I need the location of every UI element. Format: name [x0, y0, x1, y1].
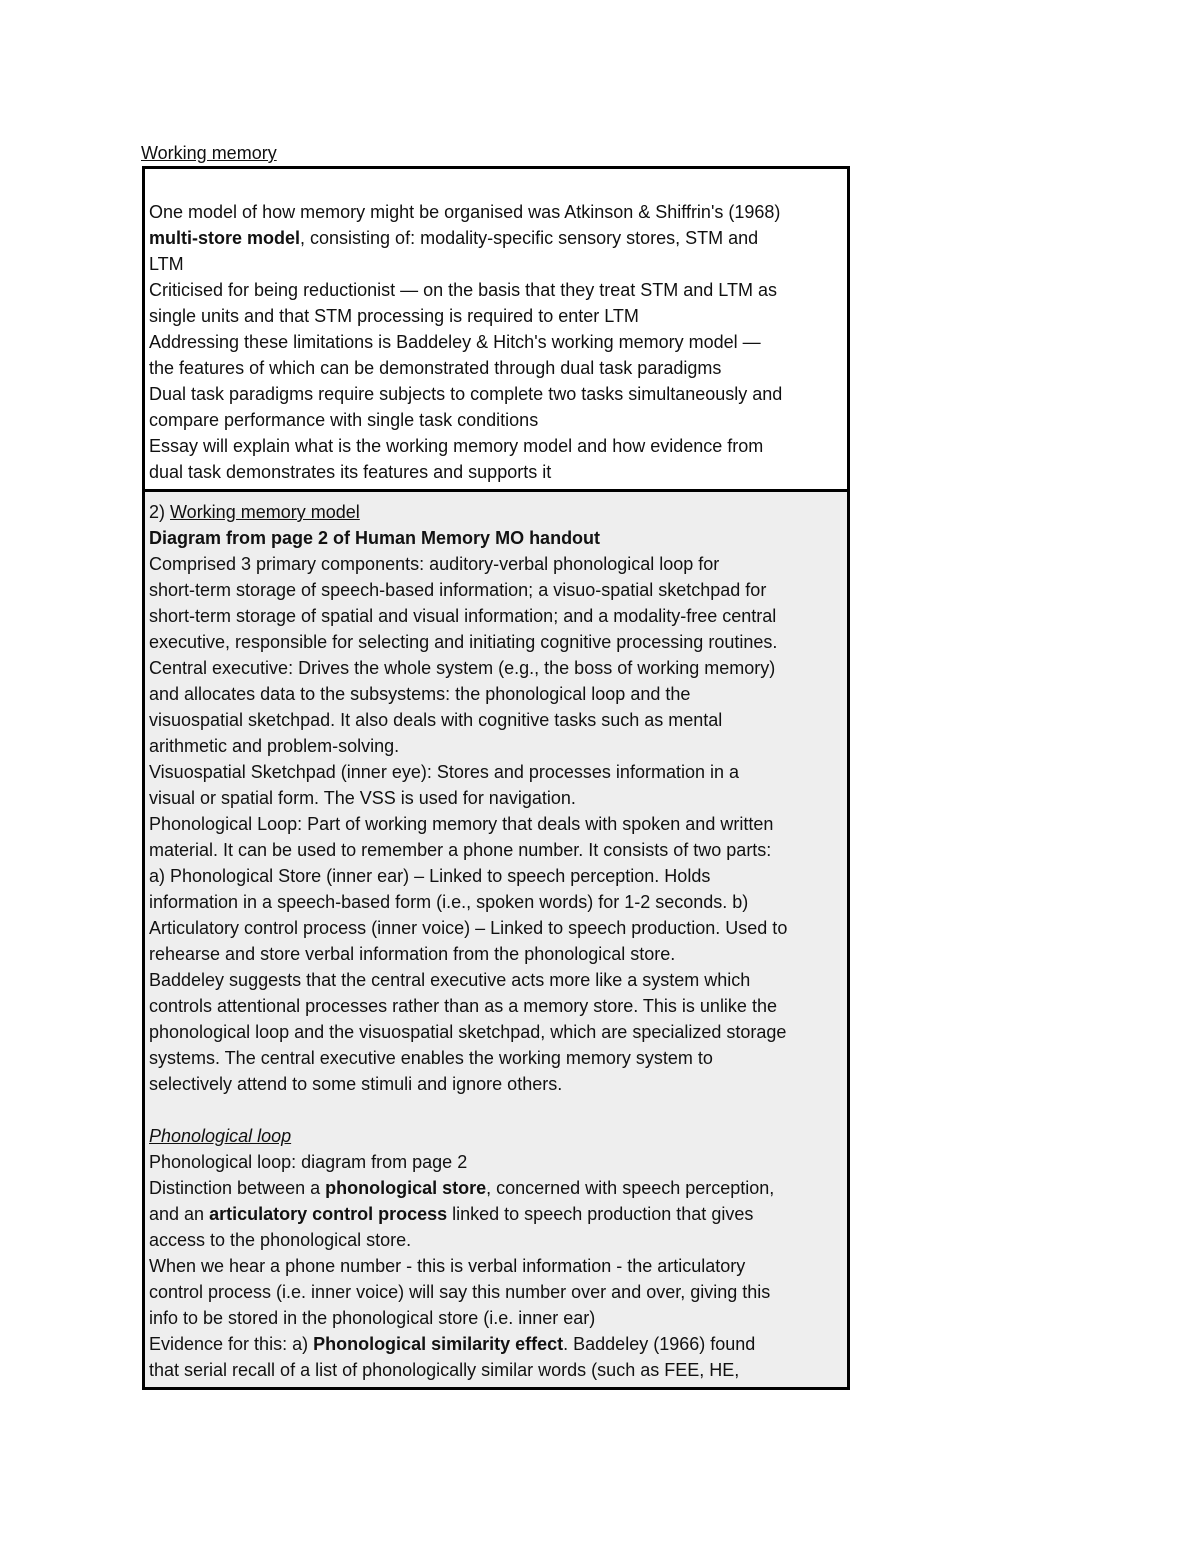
- intro-line-text: , consisting of: modality-specific sensory stores, STM and: [300, 228, 759, 248]
- intro-line: LTM: [149, 254, 184, 274]
- bold-term: Phonological similarity effect: [313, 1334, 564, 1354]
- working-memory-model-box: [142, 489, 850, 1390]
- intro-line: [149, 225, 842, 251]
- intro-line: One model of how memory might be organised was Atkinson & Shiffrin's (1968): [149, 202, 781, 222]
- body-line: Central executive: Drives the whole system (e.g., the boss of working memory): [149, 658, 776, 678]
- body-line: [149, 1201, 842, 1227]
- intro-line: compare performance with single task conditions: [149, 410, 539, 430]
- body-line: When we hear a phone number - this is verbal information - the articulatory: [149, 1256, 746, 1276]
- body-text: , concerned with speech perception,: [486, 1178, 775, 1198]
- subheading-text: Phonological loop: [149, 1126, 292, 1146]
- body-text: Evidence for this: a): [149, 1334, 314, 1354]
- body-line: visual or spatial form. The VSS is used for navigation.: [149, 788, 576, 808]
- body-line: visuospatial sketchpad. It also deals with cognitive tasks such as mental: [149, 710, 723, 730]
- body-line: control process (i.e. inner voice) will say this number over and over, giving this: [149, 1282, 771, 1302]
- subheading: [149, 1123, 842, 1149]
- body-line: information in a speech-based form (i.e., spoken words) for 1-2 seconds. b): [149, 892, 749, 912]
- bold-term: multi-store model: [149, 228, 301, 248]
- body-line: executive, responsible for selecting and initiating cognitive processing routines.: [149, 632, 778, 652]
- body-line: Phonological Loop: Part of working memory that deals with spoken and written: [149, 814, 774, 834]
- body-line: and allocates data to the subsystems: the phonological loop and the: [149, 684, 691, 704]
- body-line: rehearse and store verbal information from the phonological store.: [149, 944, 676, 964]
- intro-line: Dual task paradigms require subjects to complete two tasks simultaneously and: [149, 384, 783, 404]
- diagram-note: [149, 525, 842, 551]
- body-line: that serial recall of a list of phonologically similar words (such as FEE, HE,: [149, 1360, 740, 1380]
- body-line: [149, 1331, 842, 1357]
- section-heading-text: Working memory model: [170, 502, 360, 522]
- body-line: Baddeley suggests that the central executive acts more like a system which: [149, 970, 751, 990]
- body-line: phonological loop and the visuospatial sketchpad, which are specialized storage: [149, 1022, 787, 1042]
- body-line: material. It can be used to remember a phone number. It consists of two parts:: [149, 840, 772, 860]
- body-text: linked to speech production that gives: [447, 1204, 754, 1224]
- section-heading: [149, 499, 842, 525]
- body-line: [149, 1175, 842, 1201]
- intro-box: [142, 166, 850, 492]
- body-line: controls attentional processes rather than as a memory store. This is unlike the: [149, 996, 777, 1016]
- intro-line: Essay will explain what is the working memory model and how evidence from: [149, 436, 764, 456]
- section-number: 2): [149, 502, 171, 522]
- body-text: and an: [149, 1204, 210, 1224]
- body-text: . Baddeley (1966) found: [563, 1334, 756, 1354]
- intro-line: Addressing these limitations is Baddeley & Hitch's working memory model —: [149, 332, 761, 352]
- document-title: Working memory: [141, 143, 277, 163]
- bold-term: phonological store: [325, 1178, 487, 1198]
- body-line: Comprised 3 primary components: auditory-verbal phonological loop for: [149, 554, 720, 574]
- intro-line: single units and that STM processing is required to enter LTM: [149, 306, 639, 326]
- body-line: access to the phonological store.: [149, 1230, 412, 1250]
- intro-line: Criticised for being reductionist — on the basis that they treat STM and LTM as: [149, 280, 777, 300]
- blank-line: [149, 1097, 842, 1123]
- body-line: Phonological loop: diagram from page 2: [149, 1152, 468, 1172]
- body-line: a) Phonological Store (inner ear) – Linked to speech perception. Holds: [149, 866, 711, 886]
- diagram-note-text: Diagram from page 2 of Human Memory MO handout: [149, 528, 601, 548]
- intro-line: dual task demonstrates its features and supports it: [149, 462, 552, 482]
- body-line: arithmetic and problem-solving.: [149, 736, 400, 756]
- body-line: Visuospatial Sketchpad (inner eye): Stores and processes information in a: [149, 762, 739, 782]
- body-line: short-term storage of speech-based information; a visuo-spatial sketchpad for: [149, 580, 767, 600]
- body-line: info to be stored in the phonological store (i.e. inner ear): [149, 1308, 596, 1328]
- body-text: Distinction between a: [149, 1178, 326, 1198]
- body-line: short-term storage of spatial and visual information; and a modality-free central: [149, 606, 777, 626]
- body-line: Articulatory control process (inner voice) – Linked to speech production. Used to: [149, 918, 788, 938]
- body-line: systems. The central executive enables the working memory system to: [149, 1048, 713, 1068]
- intro-line: the features of which can be demonstrated through dual task paradigms: [149, 358, 722, 378]
- body-line: selectively attend to some stimuli and ignore others.: [149, 1074, 563, 1094]
- bold-term: articulatory control process: [209, 1204, 448, 1224]
